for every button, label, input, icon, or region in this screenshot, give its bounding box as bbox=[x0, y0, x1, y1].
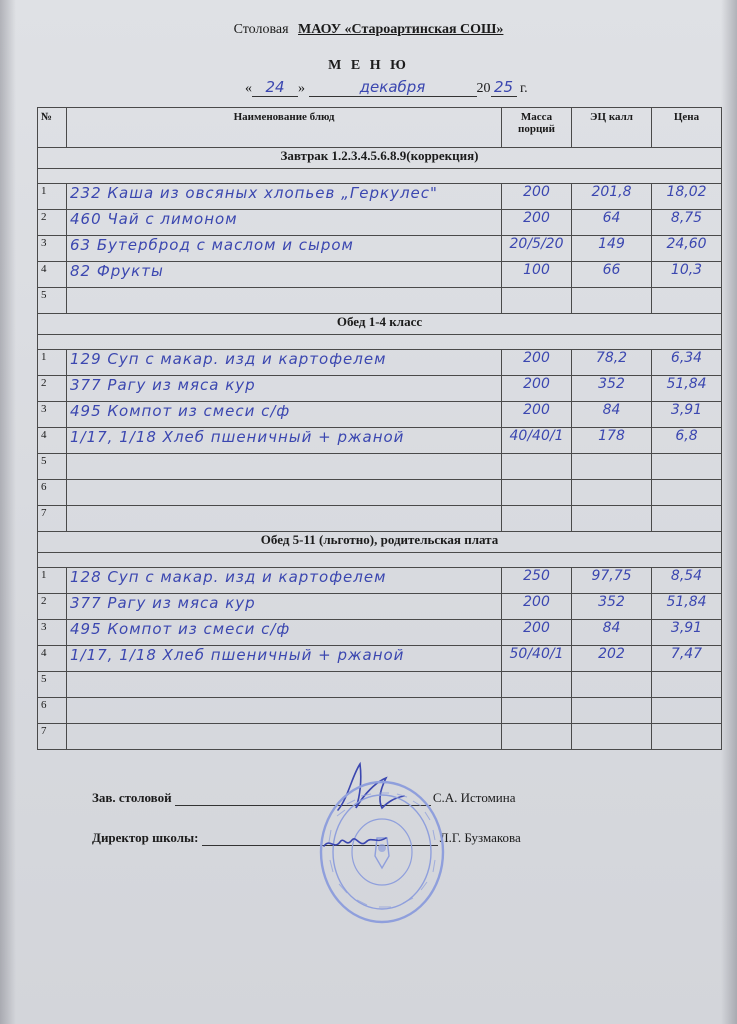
table-row bbox=[38, 376, 722, 402]
calories: 352 bbox=[598, 594, 625, 610]
table-row bbox=[38, 672, 722, 698]
dish-name: 232 Каша из овсяных хлопьев „Геркулес" bbox=[70, 184, 438, 202]
portion-mass: 200 bbox=[523, 350, 550, 366]
price-cell bbox=[652, 376, 722, 402]
dish-name: 82 Фрукты bbox=[70, 262, 164, 280]
date-year-prefix: 20 bbox=[476, 81, 491, 96]
dish-name-cell bbox=[67, 454, 502, 480]
calories-cell bbox=[572, 454, 652, 480]
portion-mass: 200 bbox=[523, 594, 550, 610]
price: 10,3 bbox=[670, 262, 703, 278]
price-cell bbox=[652, 428, 722, 454]
calories: 202 bbox=[598, 646, 625, 662]
dish-name-cell bbox=[67, 620, 502, 646]
price-cell bbox=[652, 184, 722, 210]
dish-name-cell bbox=[67, 428, 502, 454]
calories-cell bbox=[572, 350, 652, 376]
portion-mass-cell bbox=[502, 262, 572, 288]
row-number: 3 bbox=[41, 237, 47, 249]
portion-mass: 200 bbox=[523, 210, 550, 226]
portion-mass: 50/40/1 bbox=[509, 646, 564, 662]
row-number-cell bbox=[38, 376, 67, 402]
canteen-head-signature-line bbox=[92, 790, 515, 806]
row-number-cell bbox=[38, 288, 67, 314]
price-cell bbox=[652, 620, 722, 646]
row-number-cell bbox=[38, 236, 67, 262]
dish-name: 1/17, 1/18 Хлеб пшеничный + ржаной bbox=[70, 646, 405, 664]
price: 18,02 bbox=[666, 184, 707, 200]
column-header-calories: ЭЦ калл bbox=[572, 108, 652, 148]
section-spacer-row bbox=[38, 169, 722, 184]
date-day: 24 bbox=[252, 78, 298, 97]
row-number: 5 bbox=[41, 289, 47, 301]
table-row bbox=[38, 724, 722, 750]
dish-name-cell bbox=[67, 350, 502, 376]
price-cell bbox=[652, 646, 722, 672]
dish-name: 460 Чай с лимоном bbox=[70, 210, 238, 228]
date-close-quote: » bbox=[298, 81, 305, 96]
row-number-cell bbox=[38, 594, 67, 620]
portion-mass-cell bbox=[502, 454, 572, 480]
canteen-head-name: С.А. Истомина bbox=[432, 790, 516, 805]
row-number: 2 bbox=[41, 377, 47, 389]
scan-edge-right bbox=[721, 0, 737, 1024]
table-row bbox=[38, 262, 722, 288]
calories: 201,8 bbox=[591, 184, 632, 200]
calories-cell bbox=[572, 402, 652, 428]
portion-mass-cell bbox=[502, 288, 572, 314]
calories-cell bbox=[572, 620, 652, 646]
portion-mass: 40/40/1 bbox=[509, 428, 564, 444]
table-row bbox=[38, 288, 722, 314]
calories: 84 bbox=[602, 402, 621, 418]
portion-mass-cell bbox=[502, 594, 572, 620]
row-number-cell bbox=[38, 428, 67, 454]
section-spacer-row bbox=[38, 553, 722, 568]
row-number: 4 bbox=[41, 647, 47, 659]
table-row bbox=[38, 350, 722, 376]
dish-name-cell bbox=[67, 724, 502, 750]
price-cell bbox=[652, 594, 722, 620]
portion-mass-cell bbox=[502, 646, 572, 672]
portion-mass: 200 bbox=[523, 620, 550, 636]
price-cell bbox=[652, 506, 722, 532]
row-number-cell bbox=[38, 480, 67, 506]
section-header-row bbox=[38, 532, 722, 553]
menu-date bbox=[245, 78, 528, 97]
section-title: Обед 1-4 класс bbox=[38, 314, 722, 335]
calories-cell bbox=[572, 428, 652, 454]
portion-mass-cell bbox=[502, 620, 572, 646]
price-cell bbox=[652, 454, 722, 480]
price: 24,60 bbox=[666, 236, 707, 252]
row-number: 1 bbox=[41, 569, 47, 581]
calories: 178 bbox=[598, 428, 625, 444]
dish-name: 377 Рагу из мяса кур bbox=[70, 594, 256, 612]
row-number: 2 bbox=[41, 211, 47, 223]
row-number: 4 bbox=[41, 263, 47, 275]
section-spacer-cell bbox=[38, 169, 722, 184]
portion-mass-cell bbox=[502, 480, 572, 506]
calories: 97,75 bbox=[591, 568, 632, 584]
table-row bbox=[38, 428, 722, 454]
portion-mass: 250 bbox=[523, 568, 550, 584]
canteen-head-label: Зав. столовой bbox=[92, 790, 172, 805]
section-title: Завтрак 1.2.3.4.5.6.8.9(коррекция) bbox=[38, 148, 722, 169]
dish-name: 128 Суп с макар. изд и картофелем bbox=[70, 568, 387, 586]
table-row bbox=[38, 568, 722, 594]
price: 6,34 bbox=[670, 350, 703, 366]
row-number: 4 bbox=[41, 429, 47, 441]
price: 6,8 bbox=[675, 428, 698, 444]
price-cell bbox=[652, 698, 722, 724]
row-number: 5 bbox=[41, 455, 47, 467]
row-number-cell bbox=[38, 184, 67, 210]
table-row bbox=[38, 594, 722, 620]
price-cell bbox=[652, 672, 722, 698]
dish-name-cell bbox=[67, 568, 502, 594]
price: 8,54 bbox=[670, 568, 703, 584]
section-spacer-row bbox=[38, 335, 722, 350]
price: 3,91 bbox=[670, 402, 703, 418]
dish-name-cell bbox=[67, 262, 502, 288]
price-cell bbox=[652, 288, 722, 314]
portion-mass-cell bbox=[502, 724, 572, 750]
price-cell bbox=[652, 568, 722, 594]
dish-name-cell bbox=[67, 210, 502, 236]
menu-table bbox=[37, 107, 722, 750]
dish-name-cell bbox=[67, 376, 502, 402]
row-number: 6 bbox=[41, 481, 47, 493]
row-number-cell bbox=[38, 210, 67, 236]
calories: 66 bbox=[602, 262, 621, 278]
dish-name-cell bbox=[67, 672, 502, 698]
price: 7,47 bbox=[670, 646, 703, 662]
row-number-cell bbox=[38, 350, 67, 376]
row-number-cell bbox=[38, 262, 67, 288]
portion-mass-cell bbox=[502, 402, 572, 428]
director-name: Л.Г. Бузмакова bbox=[439, 830, 521, 845]
row-number-cell bbox=[38, 698, 67, 724]
table-row bbox=[38, 480, 722, 506]
column-header-dish-name: Наименование блюд bbox=[67, 108, 502, 148]
dish-name: 377 Рагу из мяса кур bbox=[70, 376, 256, 394]
portion-mass: 200 bbox=[523, 402, 550, 418]
calories: 352 bbox=[598, 376, 625, 392]
price-cell bbox=[652, 402, 722, 428]
calories-cell bbox=[572, 672, 652, 698]
price-cell bbox=[652, 210, 722, 236]
calories-cell bbox=[572, 724, 652, 750]
portion-mass: 200 bbox=[523, 184, 550, 200]
table-row bbox=[38, 184, 722, 210]
date-year-unit: г. bbox=[520, 81, 528, 96]
price-cell bbox=[652, 350, 722, 376]
row-number: 3 bbox=[41, 621, 47, 633]
dish-name-cell bbox=[67, 236, 502, 262]
director-label: Директор школы: bbox=[92, 830, 199, 845]
row-number: 5 bbox=[41, 673, 47, 685]
calories-cell bbox=[572, 480, 652, 506]
school-name: МАОУ «Староартинская СОШ» bbox=[298, 22, 504, 37]
scan-edge-left bbox=[0, 0, 16, 1024]
table-row bbox=[38, 402, 722, 428]
calories-cell bbox=[572, 646, 652, 672]
date-year-suffix: 25 bbox=[491, 78, 517, 97]
menu-title: М Е Н Ю bbox=[328, 58, 409, 73]
price: 51,84 bbox=[666, 594, 707, 610]
dish-name-cell bbox=[67, 698, 502, 724]
calories-cell bbox=[572, 594, 652, 620]
column-header-number: № bbox=[38, 108, 67, 148]
section-header-row bbox=[38, 148, 722, 169]
table-row bbox=[38, 506, 722, 532]
portion-mass: 100 bbox=[523, 262, 550, 278]
row-number-cell bbox=[38, 646, 67, 672]
canteen-label: Столовая bbox=[233, 22, 289, 37]
row-number: 7 bbox=[41, 507, 47, 519]
table-row bbox=[38, 620, 722, 646]
calories: 84 bbox=[602, 620, 621, 636]
row-number-cell bbox=[38, 506, 67, 532]
calories-cell bbox=[572, 376, 652, 402]
portion-mass-cell bbox=[502, 376, 572, 402]
calories: 78,2 bbox=[595, 350, 628, 366]
dish-name-cell bbox=[67, 480, 502, 506]
calories: 64 bbox=[602, 210, 621, 226]
price-cell bbox=[652, 480, 722, 506]
calories-cell bbox=[572, 184, 652, 210]
row-number: 3 bbox=[41, 403, 47, 415]
calories: 149 bbox=[598, 236, 625, 252]
table-row bbox=[38, 698, 722, 724]
table-row bbox=[38, 210, 722, 236]
dish-name: 495 Компот из смеси с/ф bbox=[70, 402, 291, 420]
table-header-row bbox=[38, 108, 722, 148]
table-row bbox=[38, 454, 722, 480]
row-number-cell bbox=[38, 402, 67, 428]
date-month: декабря bbox=[309, 78, 477, 97]
director-signature-line bbox=[92, 830, 521, 846]
portion-mass-cell bbox=[502, 568, 572, 594]
table-row bbox=[38, 646, 722, 672]
calories-cell bbox=[572, 210, 652, 236]
portion-mass-cell bbox=[502, 672, 572, 698]
column-header-portion-mass: Масса порций bbox=[502, 108, 572, 148]
portion-mass-cell bbox=[502, 184, 572, 210]
dish-name: 495 Компот из смеси с/ф bbox=[70, 620, 291, 638]
row-number: 7 bbox=[41, 725, 47, 737]
section-header-row bbox=[38, 314, 722, 335]
price-cell bbox=[652, 262, 722, 288]
document-heading bbox=[0, 22, 737, 38]
row-number: 1 bbox=[41, 185, 47, 197]
price: 3,91 bbox=[670, 620, 703, 636]
portion-mass-cell bbox=[502, 698, 572, 724]
section-spacer-cell bbox=[38, 335, 722, 350]
calories-cell bbox=[572, 288, 652, 314]
row-number-cell bbox=[38, 568, 67, 594]
dish-name-cell bbox=[67, 646, 502, 672]
column-header-price: Цена bbox=[652, 108, 722, 148]
calories-cell bbox=[572, 506, 652, 532]
table-row bbox=[38, 236, 722, 262]
row-number-cell bbox=[38, 672, 67, 698]
price: 8,75 bbox=[670, 210, 703, 226]
portion-mass-cell bbox=[502, 506, 572, 532]
calories-cell bbox=[572, 568, 652, 594]
price: 51,84 bbox=[666, 376, 707, 392]
dish-name-cell bbox=[67, 506, 502, 532]
row-number: 6 bbox=[41, 699, 47, 711]
price-cell bbox=[652, 236, 722, 262]
section-spacer-cell bbox=[38, 553, 722, 568]
portion-mass-cell bbox=[502, 210, 572, 236]
portion-mass-cell bbox=[502, 350, 572, 376]
section-title: Обед 5-11 (льготно), родительская плата bbox=[38, 532, 722, 553]
calories-cell bbox=[572, 698, 652, 724]
row-number-cell bbox=[38, 620, 67, 646]
row-number: 2 bbox=[41, 595, 47, 607]
price-cell bbox=[652, 724, 722, 750]
portion-mass-cell bbox=[502, 236, 572, 262]
portion-mass: 200 bbox=[523, 376, 550, 392]
dish-name: 129 Суп с макар. изд и картофелем bbox=[70, 350, 387, 368]
dish-name: 63 Бутерброд с маслом и сыром bbox=[70, 236, 354, 254]
dish-name-cell bbox=[67, 288, 502, 314]
row-number: 1 bbox=[41, 351, 47, 363]
director-handwritten-signature bbox=[320, 826, 390, 858]
calories-cell bbox=[572, 262, 652, 288]
dish-name: 1/17, 1/18 Хлеб пшеничный + ржаной bbox=[70, 428, 405, 446]
date-open-quote: « bbox=[245, 81, 252, 96]
portion-mass: 20/5/20 bbox=[509, 236, 564, 252]
dish-name-cell bbox=[67, 594, 502, 620]
row-number-cell bbox=[38, 454, 67, 480]
row-number-cell bbox=[38, 724, 67, 750]
dish-name-cell bbox=[67, 402, 502, 428]
dish-name-cell bbox=[67, 184, 502, 210]
calories-cell bbox=[572, 236, 652, 262]
portion-mass-cell bbox=[502, 428, 572, 454]
